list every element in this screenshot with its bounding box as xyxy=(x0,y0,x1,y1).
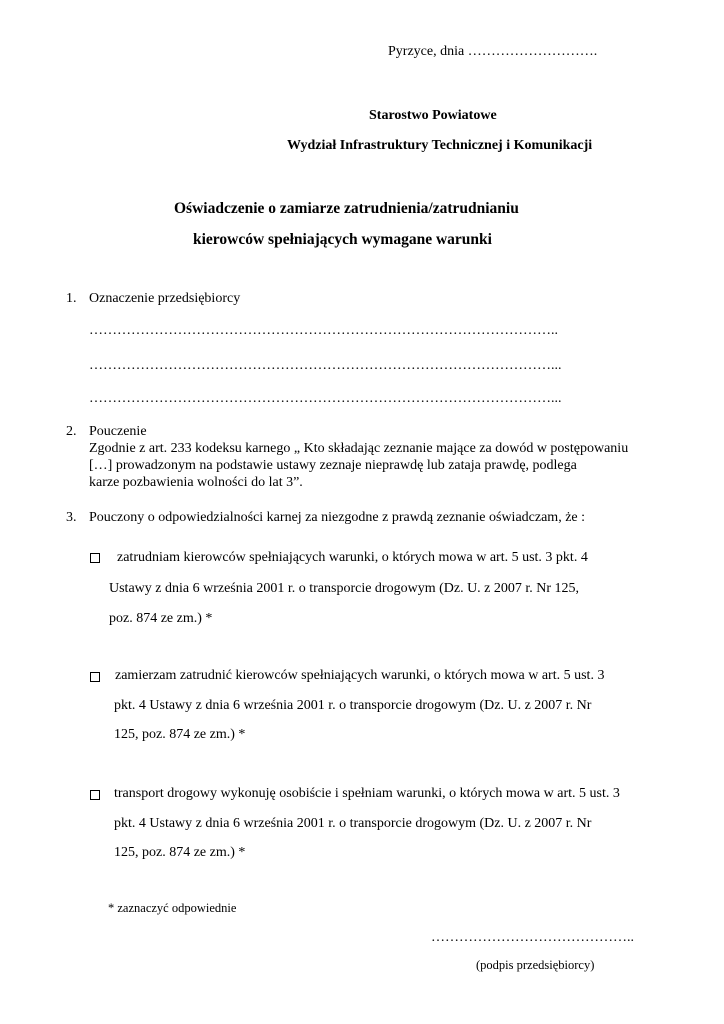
option2-line1: zamierzam zatrudnić kierowców spełniających warunki, o których mowa w art. 5 ust. 3 xyxy=(115,668,605,683)
company-line-3[interactable]: ………………………………………………………………………………………... xyxy=(89,391,562,406)
section1-number: 1. xyxy=(66,291,77,306)
department-name: Wydział Infrastruktury Technicznej i Komunikacji xyxy=(287,138,593,153)
signature-line[interactable]: …………………………………….. xyxy=(431,930,634,945)
section2-label: Pouczenie xyxy=(89,424,147,439)
caution-text-line2: […] prowadzonym na podstawie ustawy zeznaje nieprawdę lub zataja prawdę, podlega xyxy=(89,458,577,473)
caution-text-line3: karze pozbawienia wolności do lat 3”. xyxy=(89,475,303,490)
section1-label: Oznaczenie przedsiębiorcy xyxy=(89,291,241,306)
option1-line3: poz. 874 ze zm.) * xyxy=(109,611,213,626)
section3-number: 3. xyxy=(66,510,77,525)
option3-line3: 125, poz. 874 ze zm.) * xyxy=(114,845,246,860)
option2-line2: pkt. 4 Ustawy z dnia 6 września 2001 r. o transporcie drogowym (Dz. U. z 2007 r. Nr xyxy=(114,698,592,713)
option1-line1: zatrudniam kierowców spełniających warunki, o których mowa w art. 5 ust. 3 pkt. 4 xyxy=(117,550,588,565)
option3-line1: transport drogowy wykonuję osobiście i spełniam warunki, o których mowa w art. 5 ust. 3 xyxy=(114,786,620,801)
option2-line3: 125, poz. 874 ze zm.) * xyxy=(114,727,246,742)
caution-text-line1: Zgodnie z art. 233 kodeksu karnego „ Kto składając zeznanie mające za dowód w postępowaniu xyxy=(89,441,629,456)
signature-label: (podpis przedsiębiorcy) xyxy=(476,958,595,972)
document-title-line1: Oświadczenie o zamiarze zatrudnienia/zatrudnianiu xyxy=(174,200,519,217)
option3-checkbox[interactable] xyxy=(90,790,100,800)
place-date-line: Pyrzyce, dnia ………………………. xyxy=(388,44,598,59)
section2-number: 2. xyxy=(66,424,77,439)
option1-line2: Ustawy z dnia 6 września 2001 r. o transporcie drogowym (Dz. U. z 2007 r. Nr 125, xyxy=(109,581,580,596)
option3-line2: pkt. 4 Ustawy z dnia 6 września 2001 r. o transporcie drogowym (Dz. U. z 2007 r. Nr xyxy=(114,816,592,831)
option2-checkbox[interactable] xyxy=(90,672,100,682)
section3-label: Pouczony o odpowiedzialności karnej za niezgodne z prawdą zeznanie oświadczam, że : xyxy=(89,510,586,525)
option1-checkbox[interactable] xyxy=(90,553,100,563)
footnote: * zaznaczyć odpowiednie xyxy=(108,901,237,915)
company-line-2[interactable]: ………………………………………………………………………………………... xyxy=(89,358,562,373)
office-name: Starostwo Powiatowe xyxy=(369,108,497,123)
company-line-1[interactable]: ……………………………………………………………………………………….. xyxy=(89,323,558,338)
document-title-line2: kierowców spełniających wymagane warunki xyxy=(193,231,492,248)
